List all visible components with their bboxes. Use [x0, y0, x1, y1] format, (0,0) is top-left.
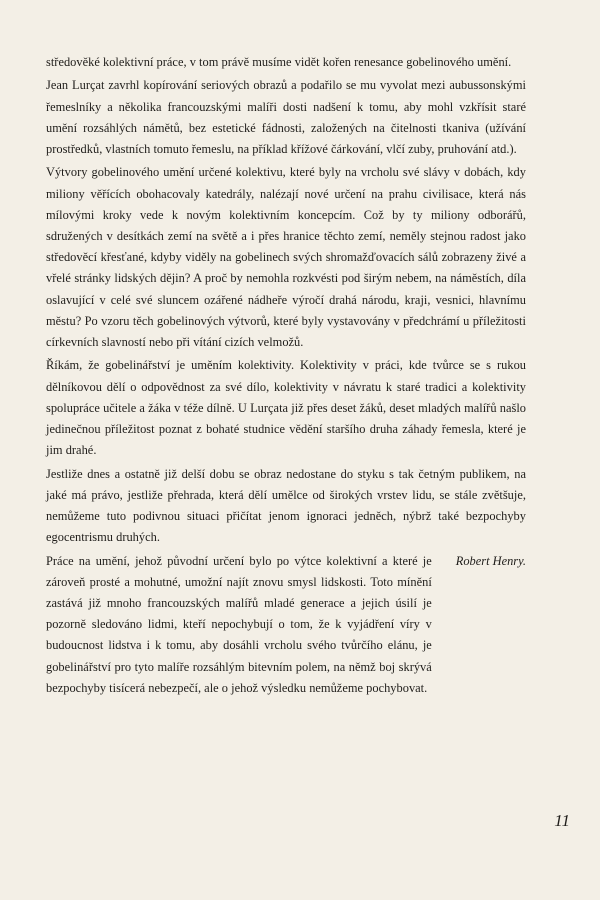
paragraph-6: Práce na umění, jehož původní určení bylo po výtce kolektivní a které je zároveň prosté a mohutné, umožní najít znovu smysl lidskosti. Toto mínění zastává již mnoho francouzských malířů mladé generace a jejich úsilí je pozorně sledováno lidmi, kteří nepochybují o tom, že k vyjádření víry v budoucnost lidstva i k tomu, aby dosáhli vrcholu svého tvůrčího elánu, je gobelinářství pro tyto malíře rozsáhlým bitevním polem, na němž boj skrývá bezpochyby tisícerá nebezpečí, ale o jehož výsledku nemůžeme pochybovat.: [46, 553, 432, 695]
paragraph-1: středověké kolektivní práce, v tom právě musíme vidět kořen renesance gobelinového umění.: [46, 55, 512, 69]
paragraph-5: Jestliže dnes a ostatně již delší dobu se obraz nedostane do styku s tak četným publikem, na jaké má právo, jestliže přehrada, která dělí umělce od širokých vrstev lidu, se stále zvětšuje, nemůžeme tuto podivnou situaci přičítat jenom ignoraci jedněch, nýbrž také bezpochyby egocentrismu druhých.: [46, 466, 526, 545]
page-number: 11: [554, 811, 570, 830]
author-signature: Robert Henry.: [455, 553, 526, 568]
paragraph-3: Výtvory gobelinového umění určené kolektivu, které byly na vrcholu své slávy v dobách, kdy miliony věřících obohacovaly katedrály, nalézají nové určení na prahu civilisace, která nás mílovými kroky vede k novým kolektivním koncepcím. Což by ty miliony odborářů, sdružených v desítkách zemí na světě a i přes hranice těchto zemí, neměly stejnou radost jako středověcí křesťané, kdyby viděly na gobelinech svých shromažďovacích sálů zobrazeny živé a vřelé stránky lidských dějin? A proč by nemohla rozkvésti pod širým nebem, na náměstích, díla oslavující v celé své sluncem ozářené nádheře výročí drahá národu, kraji, vesnici, hlavnímu městu? Po vzoru těch gobelinových výtvorů, které byly vystavovány v předchrámí u příležitosti církevních slavností nebo při vítání cizích velmožů.: [46, 165, 526, 350]
paragraph-4: Říkám, že gobelinářství je uměním kolektivity. Kolektivity v práci, kde tvůrce se s rukou dělníkovou dělí o odpovědnost za své dílo, kolektivity v návratu k staré tradici a kolektivity spolupráce učitele a žáka v téže dílně. U Lurçata již přes deset žáků, deset mladých malířů našlo jedinečnou příležitost poznat z bohaté studnice vědění staršího druha záhady řemesla, které je jim drahé.: [46, 358, 526, 458]
closing-row: [46, 551, 526, 702]
article-body: [46, 52, 526, 701]
paragraph-2: Jean Lurçat zavrhl kopírování seriových obrazů a podařilo se mu vyvolat mezi aubussonskými řemeslníky a několika francouzskými malíři dosti nadšení k tomu, aby mohl vzkřísit staré umění rozsáhlých námětů, bez estetické fádnosti, založených na čitelnosti tkaniva (užívání prostředků, vlastních tomuto řemeslu, na příklad křížové čárkování, vlčí zuby, pruhování atd.).: [46, 78, 526, 156]
